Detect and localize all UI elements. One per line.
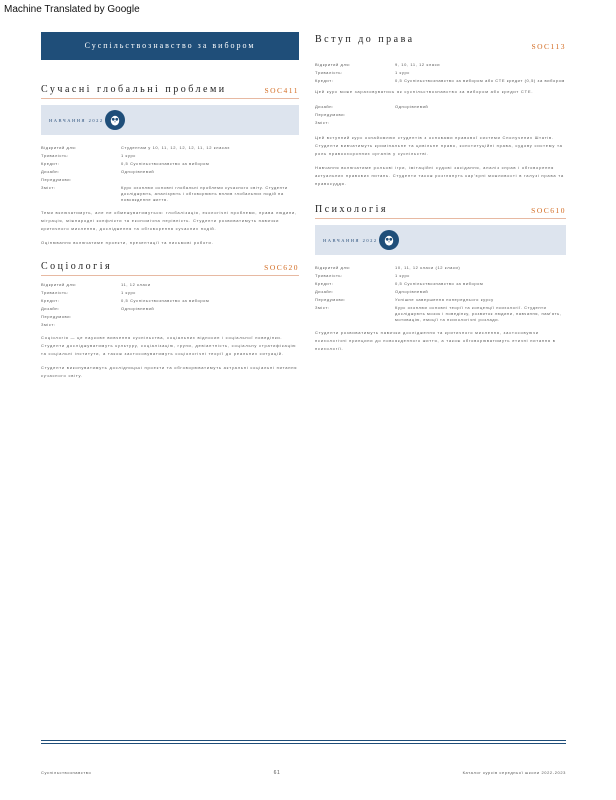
meta-label: Відкритий для:	[315, 265, 351, 270]
meta-label: Зміст:	[315, 305, 330, 310]
meta-row	[315, 70, 566, 76]
meta-row	[315, 120, 566, 126]
meta-value: 1 курс	[395, 273, 410, 278]
meta-row	[315, 305, 566, 323]
meta-label: Тривалість:	[315, 273, 343, 278]
meta-value: 0,5 Суспільствознавство за вибором або CTE кредит (0,5) за вибором	[395, 78, 565, 83]
course-header	[41, 261, 299, 276]
meta-row	[315, 273, 566, 279]
meta-value: 0,5 Суспільствознавство за вибором	[395, 281, 484, 286]
meta-row	[315, 112, 566, 118]
course-code: SOC610	[531, 206, 566, 215]
meta-label: Тривалість:	[41, 153, 69, 158]
meta-label: Дизайн:	[41, 169, 60, 174]
meta-row	[315, 289, 566, 295]
meta-label: Передумови:	[41, 177, 72, 182]
meta-label: Передумови:	[315, 112, 346, 117]
course-code: SOC113	[531, 42, 566, 51]
meta-value: 1 курс	[121, 153, 136, 158]
meta-value: 9, 10, 11, 12 класи	[395, 62, 441, 67]
meta-value	[121, 177, 299, 183]
course-description: Оцінювання включатиме проекти, презентації та письмові роботи.	[41, 240, 214, 245]
course-psychology	[315, 204, 566, 353]
meta-label: Кредит:	[41, 161, 60, 166]
course-meta	[315, 104, 566, 126]
meta-label: Дизайн:	[315, 289, 334, 294]
meta-value: Успішне завершення попереднього курсу	[395, 297, 494, 302]
meta-label: Відкритий для:	[41, 282, 77, 287]
meta-value: Курс охоплює основні теорії та концепції психології. Студенти досліджують мозок і поведінку, розвиток людини, навчання, пам’ять, мотивацію, емоції та психологічні розлади.	[395, 305, 562, 322]
course-global-problems	[41, 84, 299, 247]
course-title: Вступ до права	[315, 34, 415, 45]
course-description: Студенти виконуватимуть дослідницькі проекти та обговорюватимуть актуальні соціальні питання сучасного світу.	[41, 365, 298, 378]
course-meta	[315, 62, 566, 84]
badge-box	[41, 105, 299, 135]
meta-row	[41, 314, 299, 320]
footer-right: Каталог курсів середньої школи 2022-2023	[462, 770, 566, 775]
meta-value: 0,5 Суспільствознавство за вибором	[121, 298, 210, 303]
meta-label: Дизайн:	[41, 306, 60, 311]
meta-label: Передумови:	[41, 314, 72, 319]
page-footer	[41, 740, 566, 776]
course-description: Теми включатимуть, але не обмежуватимуться: глобалізація, екологічні проблеми, права людини, міграція, міжнародні конфлікти та економічна нерівність. Студенти розвиватимуть навички критичного мислення, дослідження та обговорення сучасних подій.	[41, 210, 297, 231]
course-description: Цей вступний курс ознайомлює студентів з основами правової системи Сполучених Штатів. Студенти вивчатимуть кримінальне та цивільне право, конституційні права, судову систему та роль правоохоронних органів у суспільстві.	[315, 135, 563, 156]
meta-label: Дизайн:	[315, 104, 334, 109]
course-meta	[315, 265, 566, 323]
course-description: Соціологія — це наукове вивчення суспільства, соціальних відносин і соціальної поведінки. Студенти досліджуватимуть культуру, соціалізацію, групи, девіантність, соціальну стратифікацію та соціальні інститути, а також застосовуватимуть соціологічні теорії до реальних ситуацій.	[41, 335, 297, 356]
course-header	[315, 204, 566, 219]
course-note: Цей курс може зараховуватись як суспільствознавство за вибором або кредит CTE.	[315, 89, 534, 94]
meta-value	[121, 314, 299, 320]
meta-row	[315, 265, 566, 271]
owl-icon	[105, 110, 125, 130]
course-code: SOC620	[264, 263, 299, 272]
meta-value: 10, 11, 12 класи (12 класи)	[395, 265, 461, 270]
left-column	[41, 32, 299, 386]
meta-value: 1 курс	[395, 70, 410, 75]
meta-label: Зміст:	[41, 322, 56, 327]
course-title: Соціологія	[41, 261, 113, 272]
right-column	[315, 30, 566, 359]
meta-row	[315, 62, 566, 68]
course-meta	[41, 145, 299, 203]
meta-row	[41, 290, 299, 296]
meta-label: Відкритий для:	[41, 145, 77, 150]
meta-label: Зміст:	[315, 120, 330, 125]
meta-row	[41, 145, 299, 151]
meta-row	[41, 177, 299, 183]
meta-row	[41, 322, 299, 328]
meta-value: Студентам у 10, 11, 12, 12, 12, 11, 12 класах	[121, 145, 230, 150]
meta-row	[315, 297, 566, 303]
meta-value: Курс охоплює основні глобальні проблеми сучасного світу. Студенти досліджують, аналізують і обговорюють вплив глобальних подій на повсякденне життя.	[121, 185, 288, 202]
meta-value: Однорівневий	[121, 169, 155, 174]
section-title: Суспільствознавство за вибором	[41, 32, 299, 60]
meta-row	[315, 281, 566, 287]
badge-text: НАВЧАННЯ 2022	[323, 237, 378, 243]
meta-value: Однорівневий	[395, 104, 429, 109]
badge-box	[315, 225, 566, 255]
footer-row	[41, 770, 566, 776]
badge-text: НАВЧАННЯ 2022	[49, 117, 104, 123]
meta-label: Зміст:	[41, 185, 56, 190]
meta-row	[41, 153, 299, 159]
meta-label: Тривалість:	[315, 70, 343, 75]
meta-label: Кредит:	[315, 78, 334, 83]
course-header	[41, 84, 299, 99]
meta-value	[395, 120, 566, 126]
meta-value: Однорівневий	[395, 289, 429, 294]
machine-translated-banner: Machine Translated by Google	[4, 4, 140, 15]
meta-row	[41, 298, 299, 304]
course-title: Сучасні глобальні проблеми	[41, 84, 227, 95]
footer-left: Суспільствознавство	[41, 770, 92, 775]
meta-row	[315, 104, 566, 110]
course-meta	[41, 282, 299, 328]
meta-value: 11, 12 класи	[121, 282, 151, 287]
course-sociology	[41, 261, 299, 380]
meta-value	[121, 322, 299, 328]
owl-icon	[379, 230, 399, 250]
meta-value: 1 курс	[121, 290, 136, 295]
meta-row	[41, 185, 299, 203]
page-number: 61	[273, 770, 281, 776]
meta-row	[41, 306, 299, 312]
course-description: Навчання включатиме рольові ігри, імітаційні судові засідання, аналіз справ і обговорення актуальних правових питань. Студенти також розглянуть кар’єрні можливості в галузі права та правосуддя.	[315, 165, 564, 186]
meta-label: Відкритий для:	[315, 62, 351, 67]
meta-value: 0,5 Суспільствознавство за вибором	[121, 161, 210, 166]
footer-rule	[41, 743, 566, 744]
course-code: SOC411	[264, 86, 299, 95]
meta-row	[41, 169, 299, 175]
meta-row	[315, 78, 566, 84]
meta-row	[41, 161, 299, 167]
course-intro-law	[315, 34, 566, 188]
meta-label: Кредит:	[41, 298, 60, 303]
meta-label: Передумови:	[315, 297, 346, 302]
course-title: Психологія	[315, 204, 388, 215]
course-description: Студенти розвиватимуть навички дослідження та критичного мислення, застосовуючи психологічні принципи до повсякденного життя, а також обговорюватимуть етичні питання в психології.	[315, 330, 556, 351]
meta-row	[41, 282, 299, 288]
meta-value	[395, 112, 566, 118]
meta-label: Кредит:	[315, 281, 334, 286]
meta-label: Тривалість:	[41, 290, 69, 295]
meta-value: Однорівневий	[121, 306, 155, 311]
course-header	[315, 34, 566, 51]
